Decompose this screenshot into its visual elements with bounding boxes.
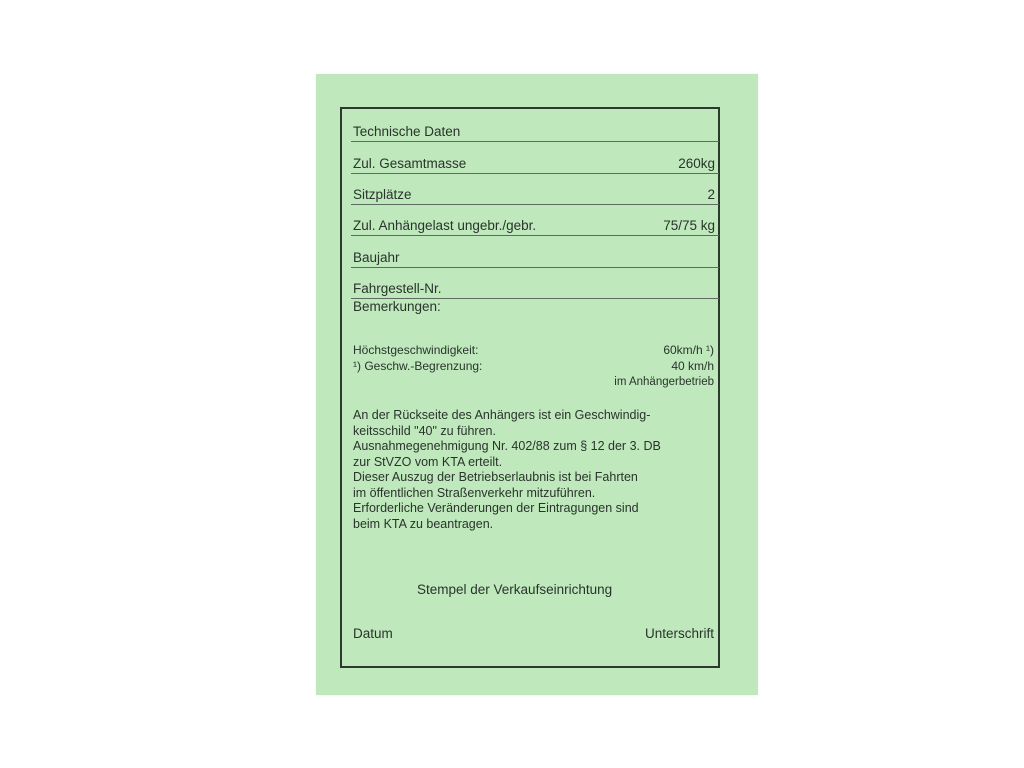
header-title: Technische Daten (353, 124, 461, 139)
paragraph-line: zur StVZO vom KTA erteilt. (353, 454, 503, 469)
paragraph-line: beim KTA zu beantragen. (353, 516, 494, 531)
limit-note: im Anhängerbetrieb (614, 376, 714, 388)
field-label: Sitzplätze (353, 187, 412, 202)
field-label: Zul. Gesamtmasse (353, 156, 467, 171)
field-value: 260kg (678, 156, 715, 171)
speed-value: 60km/h ¹) (663, 343, 714, 357)
field-value: 2 (707, 187, 715, 202)
paragraph-line: Erforderliche Veränderungen der Eintragungen sind (353, 501, 639, 515)
paragraph-line: im öffentlichen Straßenverkehr mitzuführen. (353, 485, 596, 500)
header-row (351, 124, 719, 142)
field-value: 75/75 kg (663, 218, 715, 233)
paragraph-line: keitsschild "40" zu führen. (353, 423, 496, 438)
field-row-baujahr (351, 250, 719, 268)
notice-paragraph (353, 408, 713, 532)
paragraph-line: An der Rückseite des Anhängers ist ein Geschwindig- (353, 408, 651, 422)
speed-label: Höchstgeschwindigkeit: (353, 343, 479, 357)
field-label: Baujahr (353, 250, 400, 265)
signature-label: Unterschrift (644, 626, 714, 641)
date-label: Datum (353, 626, 393, 641)
field-row-sitzplaetze (351, 187, 719, 205)
document-card (316, 74, 758, 695)
field-row-anhaengelast (351, 218, 719, 236)
field-row-gesamtmasse (351, 156, 719, 174)
remarks-label: Bemerkungen: (353, 299, 441, 314)
paragraph-line: Dieser Auszug der Betriebserlaubnis ist bei Fahrten (353, 470, 638, 484)
limit-label: ¹) Geschw.-Begrenzung: (353, 359, 483, 373)
field-label: Fahrgestell-Nr. (353, 281, 442, 296)
field-label: Zul. Anhängelast ungebr./gebr. (353, 218, 537, 233)
stamp-label: Stempel der Verkaufseinrichtung (417, 582, 613, 597)
field-row-fahrgestell (351, 281, 719, 299)
paragraph-line: Ausnahmegenehmigung Nr. 402/88 zum § 12 der 3. DB (353, 439, 661, 453)
limit-value: 40 km/h (671, 359, 714, 373)
